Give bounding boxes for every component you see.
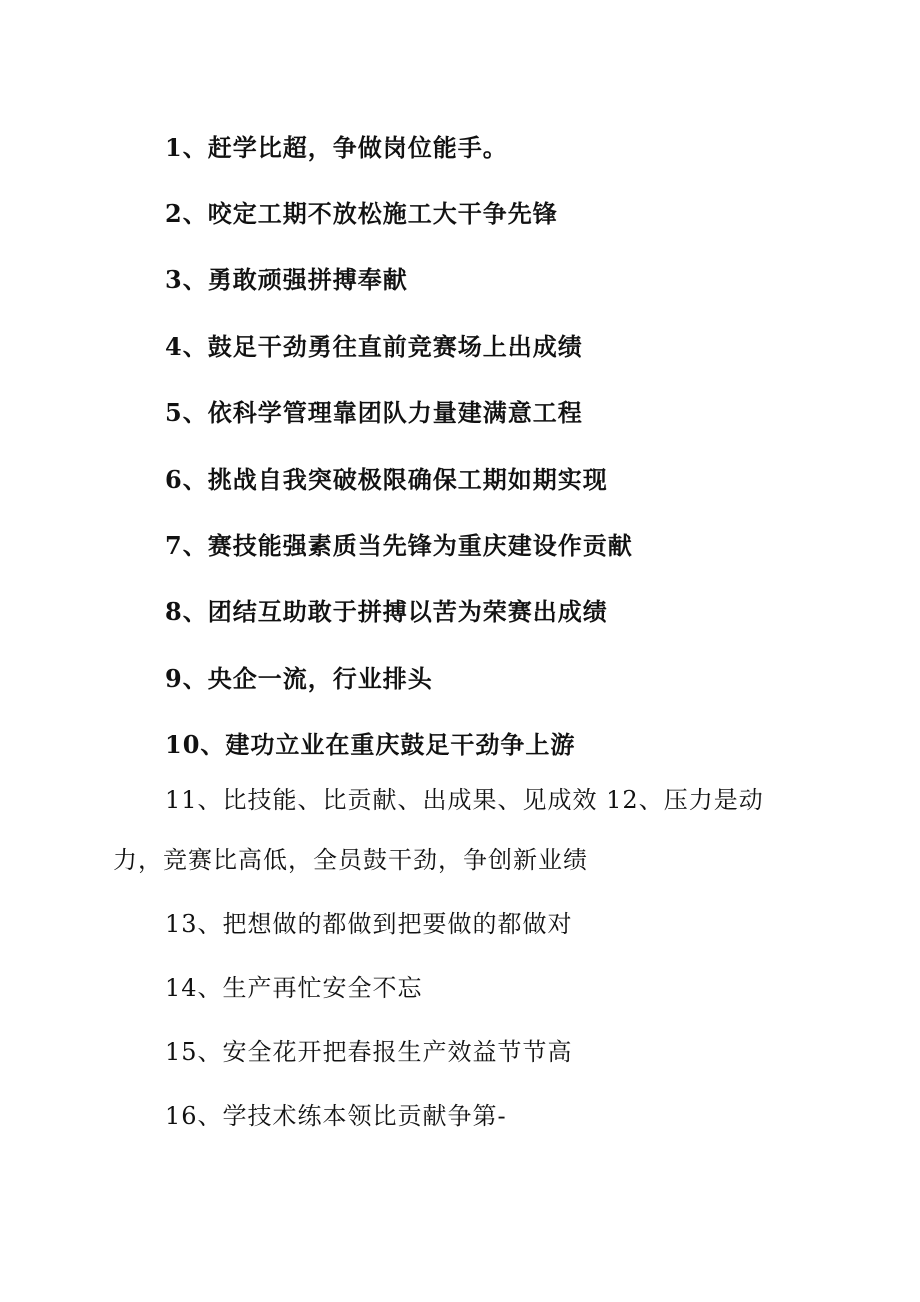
slogan-item-10: 10、建功立业在重庆鼓足干劲争上游: [165, 730, 576, 759]
slogan-item-11-12: 11、比技能、比贡献、出成果、见成效 12、压力是动力，竞赛比高低，全员鼓干劲，争创新业绩: [113, 786, 764, 874]
slogan-item-16: 16、学技术练本领比贡献争第-: [165, 1102, 507, 1130]
slogan-item-1: 1、赶学比超，争做岗位能手。: [165, 133, 508, 162]
slogan-item-7: 7、赛技能强素质当先锋为重庆建设作贡献: [165, 531, 633, 560]
slogan-item-9: 9、央企一流，行业排头: [165, 664, 433, 693]
slogan-item-4: 4、鼓足干劲勇往直前竞赛场上出成绩: [165, 332, 583, 361]
slogan-item-15: 15、安全花开把春报生产效益节节高: [165, 1038, 573, 1066]
slogan-item-13: 13、把想做的都做到把要做的都做对: [165, 910, 573, 938]
slogan-item-6: 6、挑战自我突破极限确保工期如期实现: [165, 465, 608, 494]
slogan-item-8: 8、团结互助敢于拼搏以苦为荣赛出成绩: [165, 597, 608, 626]
slogan-item-14: 14、生产再忙安全不忘: [165, 974, 423, 1002]
slogan-item-3: 3、勇敢顽强拼搏奉献: [165, 265, 408, 294]
slogan-item-5: 5、依科学管理靠团队力量建满意工程: [165, 398, 583, 427]
slogan-item-2: 2、咬定工期不放松施工大干争先锋: [165, 199, 558, 228]
